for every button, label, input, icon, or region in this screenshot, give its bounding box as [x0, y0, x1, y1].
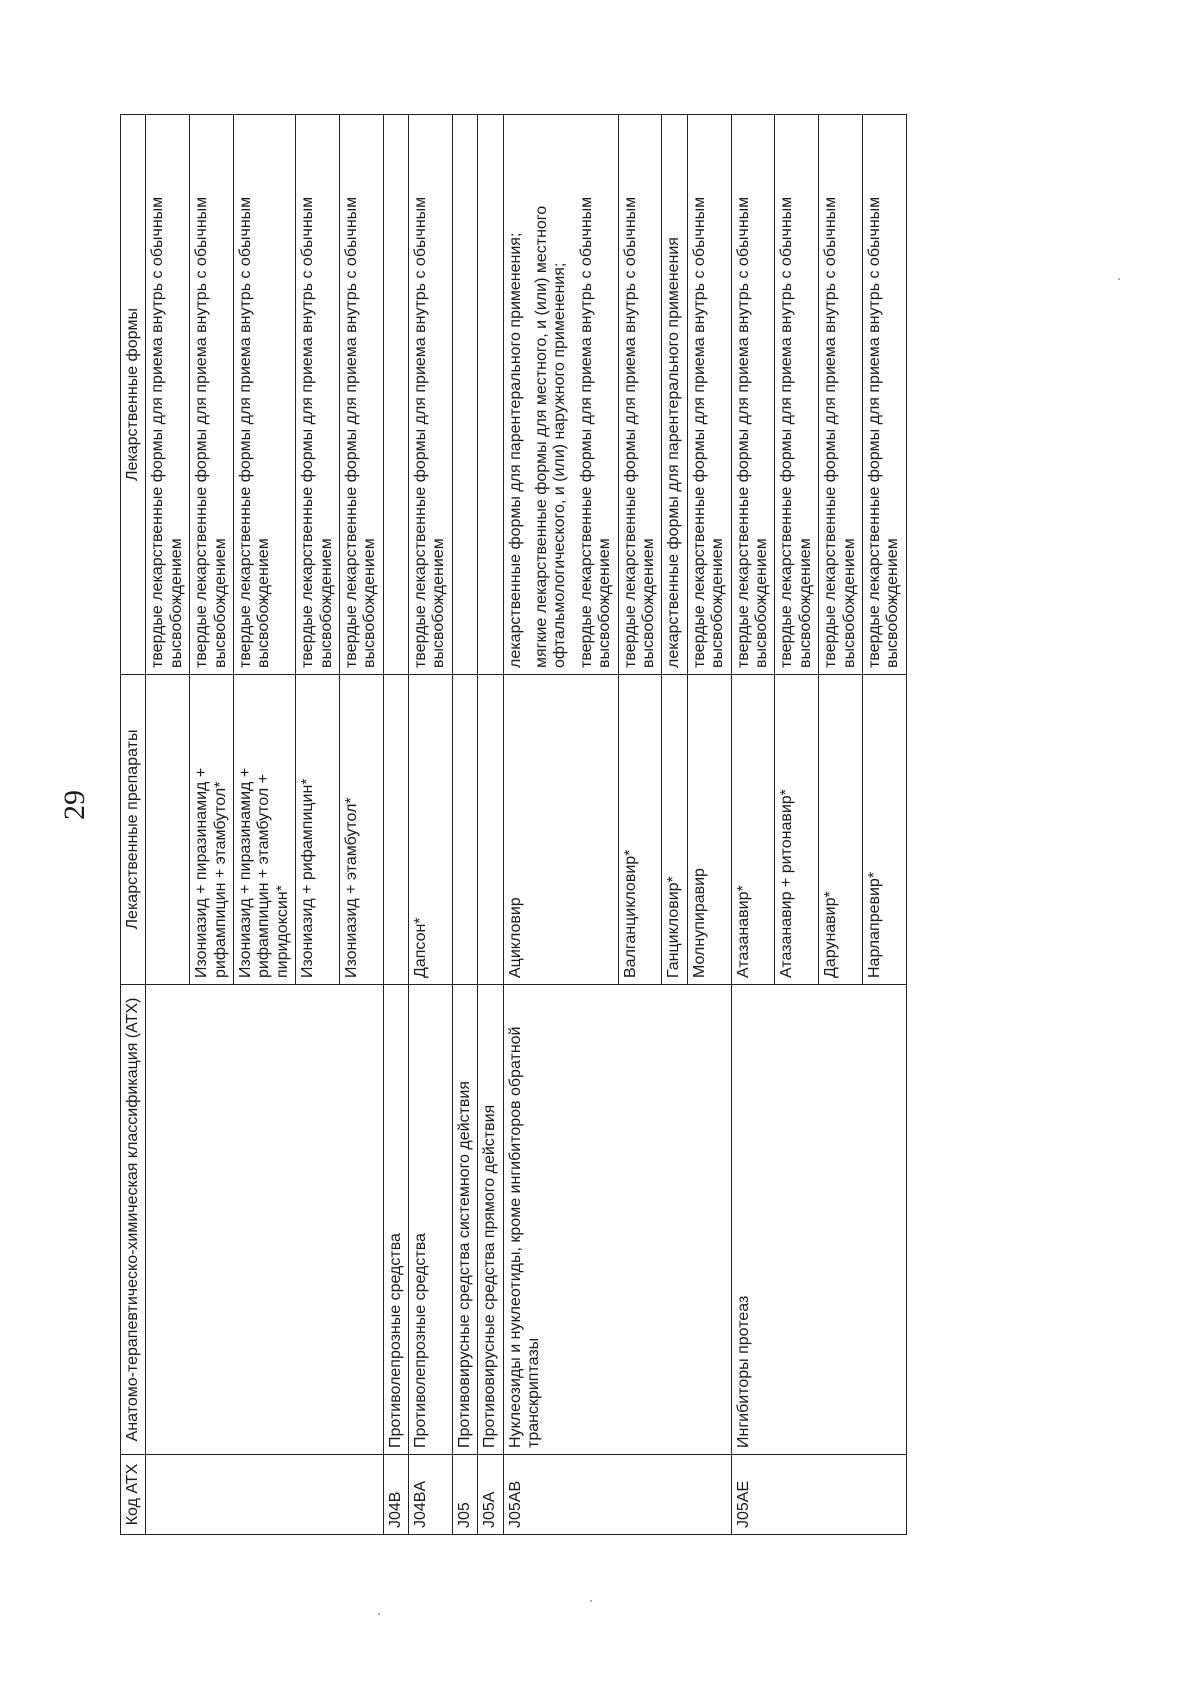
- code-cell: J04B: [383, 1455, 408, 1535]
- drug-cell: Атазанавир + ритонавир*: [775, 675, 819, 985]
- code-cell: J05AB: [503, 1455, 731, 1535]
- drug-cell: [383, 675, 408, 985]
- drug-cell: Дарунавир*: [819, 675, 863, 985]
- drug-cell: Ацикловир: [503, 675, 618, 985]
- atc-cell: [146, 985, 383, 1455]
- table-row: [452, 115, 477, 1535]
- atc-cell: Ингибиторы протеаз: [731, 985, 906, 1455]
- code-cell: [146, 1455, 383, 1535]
- table-row: [478, 115, 503, 1535]
- form-cell: твердые лекарственные формы для приема внутрь с обычным высвобождением: [819, 115, 863, 675]
- form-cell: твердые лекарственные формы для приема внутрь с обычным высвобождением: [775, 115, 819, 675]
- table-row: [503, 115, 618, 1535]
- form-cell: твердые лекарственные формы для приема внутрь с обычным высвобождением: [296, 115, 340, 675]
- header-atc: Анатомо-терапевтическо-химическая классификация (АТХ): [121, 985, 146, 1455]
- form-item: твердые лекарственные формы для приема внутрь с обычным высвобождением: [577, 196, 614, 668]
- code-cell: J05AE: [731, 1455, 906, 1535]
- code-cell: J05A: [478, 1455, 503, 1535]
- atc-cell: Нуклеозиды и нуклеотиды, кроме ингибиторов обратной транскриптазы: [503, 985, 731, 1455]
- table-header-row: [121, 115, 146, 1535]
- drug-cell: Атазанавир*: [731, 675, 775, 985]
- form-cell: [452, 115, 477, 675]
- form-cell: твердые лекарственные формы для приема внутрь с обычным высвобождением: [190, 115, 234, 675]
- drug-cell: Изониазид + рифампицин*: [296, 675, 340, 985]
- header-form: Лекарственные формы: [121, 115, 146, 675]
- form-cell: [503, 115, 618, 675]
- form-cell: твердые лекарственные формы для приема внутрь с обычным высвобождением: [146, 115, 190, 675]
- header-code: Код АТХ: [121, 1455, 146, 1535]
- page-number: 29: [58, 790, 91, 820]
- form-item: мягкие лекарственные формы для местного, и (или) местного офтальмологического, и (или) наружного применения;: [533, 205, 569, 668]
- form-cell: твердые лекарственные формы для приема внутрь с обычным высвобождением: [409, 115, 453, 675]
- form-cell: твердые лекарственные формы для приема внутрь с обычным высвобождением: [339, 115, 383, 675]
- drug-cell: Дапсон*: [409, 675, 453, 985]
- table-row: [383, 115, 408, 1535]
- drug-cell: Изониазид + пиразинамид + рифампицин + этамбутол*: [190, 675, 234, 985]
- atc-cell: Противовирусные средства прямого действия: [478, 985, 503, 1455]
- drug-cell: [478, 675, 503, 985]
- code-cell: J04BA: [409, 1455, 453, 1535]
- form-cell: твердые лекарственные формы для приема внутрь с обычным высвобождением: [618, 115, 662, 675]
- code-cell: J05: [452, 1455, 477, 1535]
- table-row: [146, 115, 190, 1535]
- drug-cell: Нарлапревир*: [862, 675, 906, 985]
- form-cell: твердые лекарственные формы для приема внутрь с обычным высвобождением: [233, 115, 295, 675]
- drug-cell: Изониазид + этамбутол*: [339, 675, 383, 985]
- form-cell: твердые лекарственные формы для приема внутрь с обычным высвобождением: [687, 115, 731, 675]
- table-row: [731, 115, 775, 1535]
- drug-cell: Ганцикловир*: [662, 675, 687, 985]
- drug-cell: Валганцикловир*: [618, 675, 662, 985]
- drug-cell: [146, 675, 190, 985]
- form-cell: твердые лекарственные формы для приема внутрь с обычным высвобождением: [862, 115, 906, 675]
- drug-cell: [452, 675, 477, 985]
- header-drug: Лекарственные препараты: [121, 675, 146, 985]
- atc-cell: Противовирусные средства системного действия: [452, 985, 477, 1455]
- form-cell: [383, 115, 408, 675]
- atc-cell: Противолепрозные средства: [383, 985, 408, 1455]
- drug-table: [120, 114, 907, 1535]
- form-cell: лекарственные формы для парентерального применения: [662, 115, 687, 675]
- form-cell: твердые лекарственные формы для приема внутрь с обычным высвобождением: [731, 115, 775, 675]
- scan-speck: [1118, 278, 1120, 280]
- scan-speck: [378, 1613, 380, 1615]
- form-cell: [478, 115, 503, 675]
- table-row: [409, 115, 453, 1535]
- scan-speck: [590, 1600, 592, 1602]
- form-item: лекарственные формы для парентерального применения;: [506, 232, 524, 668]
- drug-cell: Молнупиравир: [687, 675, 731, 985]
- rotated-table-wrapper: [120, 115, 1015, 1535]
- atc-cell: Противолепрозные средства: [409, 985, 453, 1455]
- drug-cell: Изониазид + пиразинамид + рифампицин + этамбутол + пиридоксин*: [233, 675, 295, 985]
